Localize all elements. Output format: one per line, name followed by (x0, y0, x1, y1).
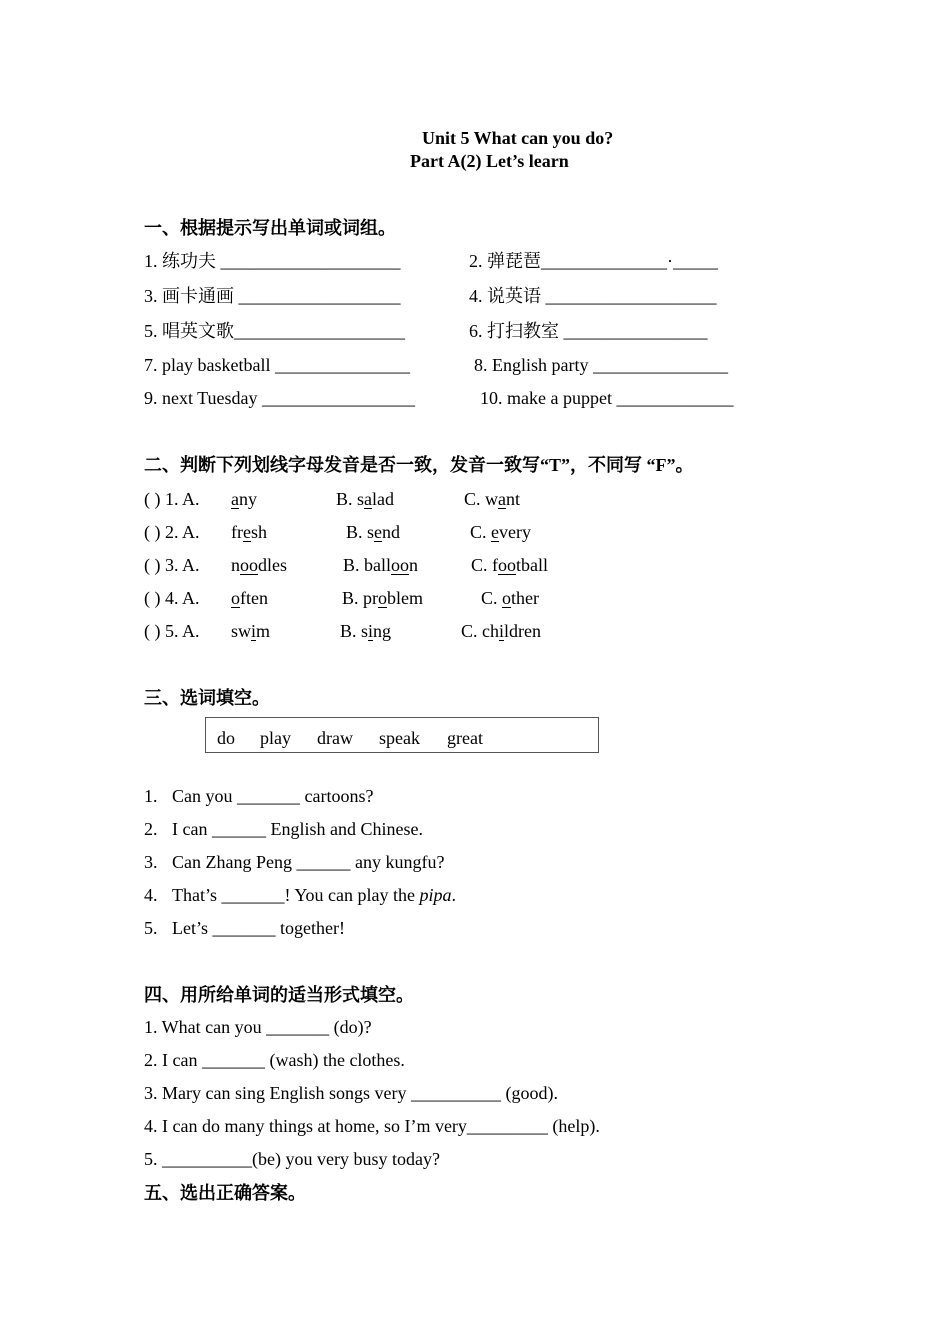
s1-item-2: 2. 弹琵琶______________·_____ (469, 251, 718, 271)
s2-row-4-a: often (231, 588, 268, 608)
word-bank-box (205, 717, 599, 753)
s2-row-1-num: ( ) 1. A. (144, 489, 200, 509)
s4-item-4: 4. I can do many things at home, so I’m very_________ (help). (144, 1116, 600, 1136)
s1-item-3: 3. 画卡通画 __________________ (144, 286, 401, 306)
section3-heading: 三、选词填空。 (144, 688, 270, 708)
word-bank-word: great (447, 728, 483, 748)
section4-heading: 四、用所给单词的适当形式填空。 (144, 985, 414, 1005)
s1-item-4: 4. 说英语 ___________________ (469, 286, 717, 306)
s3-item-5: Let’s _______ together! (172, 918, 345, 938)
s2-row-2-num: ( ) 2. A. (144, 522, 200, 542)
s3-item-5-num: 5. (144, 918, 158, 938)
s2-row-4-num: ( ) 4. A. (144, 588, 200, 608)
s1-item-10: 10. make a puppet _____________ (480, 388, 734, 408)
s2-row-5-b: B. sing (340, 621, 392, 641)
s4-item-5: 5. __________(be) you very busy today? (144, 1149, 440, 1169)
word-bank-word: draw (317, 728, 353, 748)
s4-item-1: 1. What can you _______ (do)? (144, 1017, 372, 1037)
s2-row-4-b: B. problem (342, 588, 423, 608)
s2-row-5-a: swim (231, 621, 271, 641)
s3-item-3-num: 3. (144, 852, 158, 872)
unit-title: Unit 5 What can you do? (422, 128, 614, 148)
s4-item-3: 3. Mary can sing English songs very __________ (good). (144, 1083, 558, 1103)
s2-row-1-b: B. salad (336, 489, 395, 509)
word-bank-word: do (217, 728, 235, 748)
s3-item-1-num: 1. (144, 786, 158, 806)
s2-row-2-a: fresh (231, 522, 268, 542)
s2-row-1-c: C. want (464, 489, 521, 509)
word-bank-word: speak (379, 728, 420, 748)
section1-heading: 一、根据提示写出单词或词组。 (144, 218, 396, 238)
s4-item-2: 2. I can _______ (wash) the clothes. (144, 1050, 405, 1070)
lesson-title: Part A(2) Let’s learn (410, 151, 569, 171)
s2-row-4-c: C. other (481, 588, 539, 608)
s2-row-3-c: C. football (471, 555, 548, 575)
s3-item-3: Can Zhang Peng ______ any kungfu? (172, 852, 445, 872)
s2-row-2-c: C. every (470, 522, 531, 542)
s2-row-3-a: noodles (231, 555, 287, 575)
s3-item-2: I can ______ English and Chinese. (172, 819, 423, 839)
s3-item-1: Can you _______ cartoons? (172, 786, 374, 806)
s2-row-1-a: any (231, 489, 257, 509)
section2-heading: 二、判断下列划线字母发音是否一致，发音一致写“T”，不同写 “F”。 (144, 455, 694, 475)
s2-row-3-num: ( ) 3. A. (144, 555, 200, 575)
s2-row-3-b: B. balloon (343, 555, 418, 575)
s2-row-5-num: ( ) 5. A. (144, 621, 200, 641)
s3-item-2-num: 2. (144, 819, 158, 839)
section5-heading: 五、选出正确答案。 (144, 1183, 306, 1203)
word-bank-word: play (260, 728, 291, 748)
s2-row-5-c: C. children (461, 621, 541, 641)
s1-item-9: 9. next Tuesday _________________ (144, 388, 416, 408)
s1-item-7: 7. play basketball _______________ (144, 355, 410, 375)
s1-item-1: 1. 练功夫 ____________________ (144, 251, 401, 271)
s3-item-4: That’s _______! You can play the pipa. (172, 885, 456, 905)
s1-item-8: 8. English party _______________ (474, 355, 728, 375)
s3-item-4-num: 4. (144, 885, 158, 905)
s2-row-2-b: B. send (346, 522, 401, 542)
s1-item-5: 5. 唱英文歌___________________ (144, 321, 405, 341)
s1-item-6: 6. 打扫教室 ________________ (469, 321, 708, 341)
